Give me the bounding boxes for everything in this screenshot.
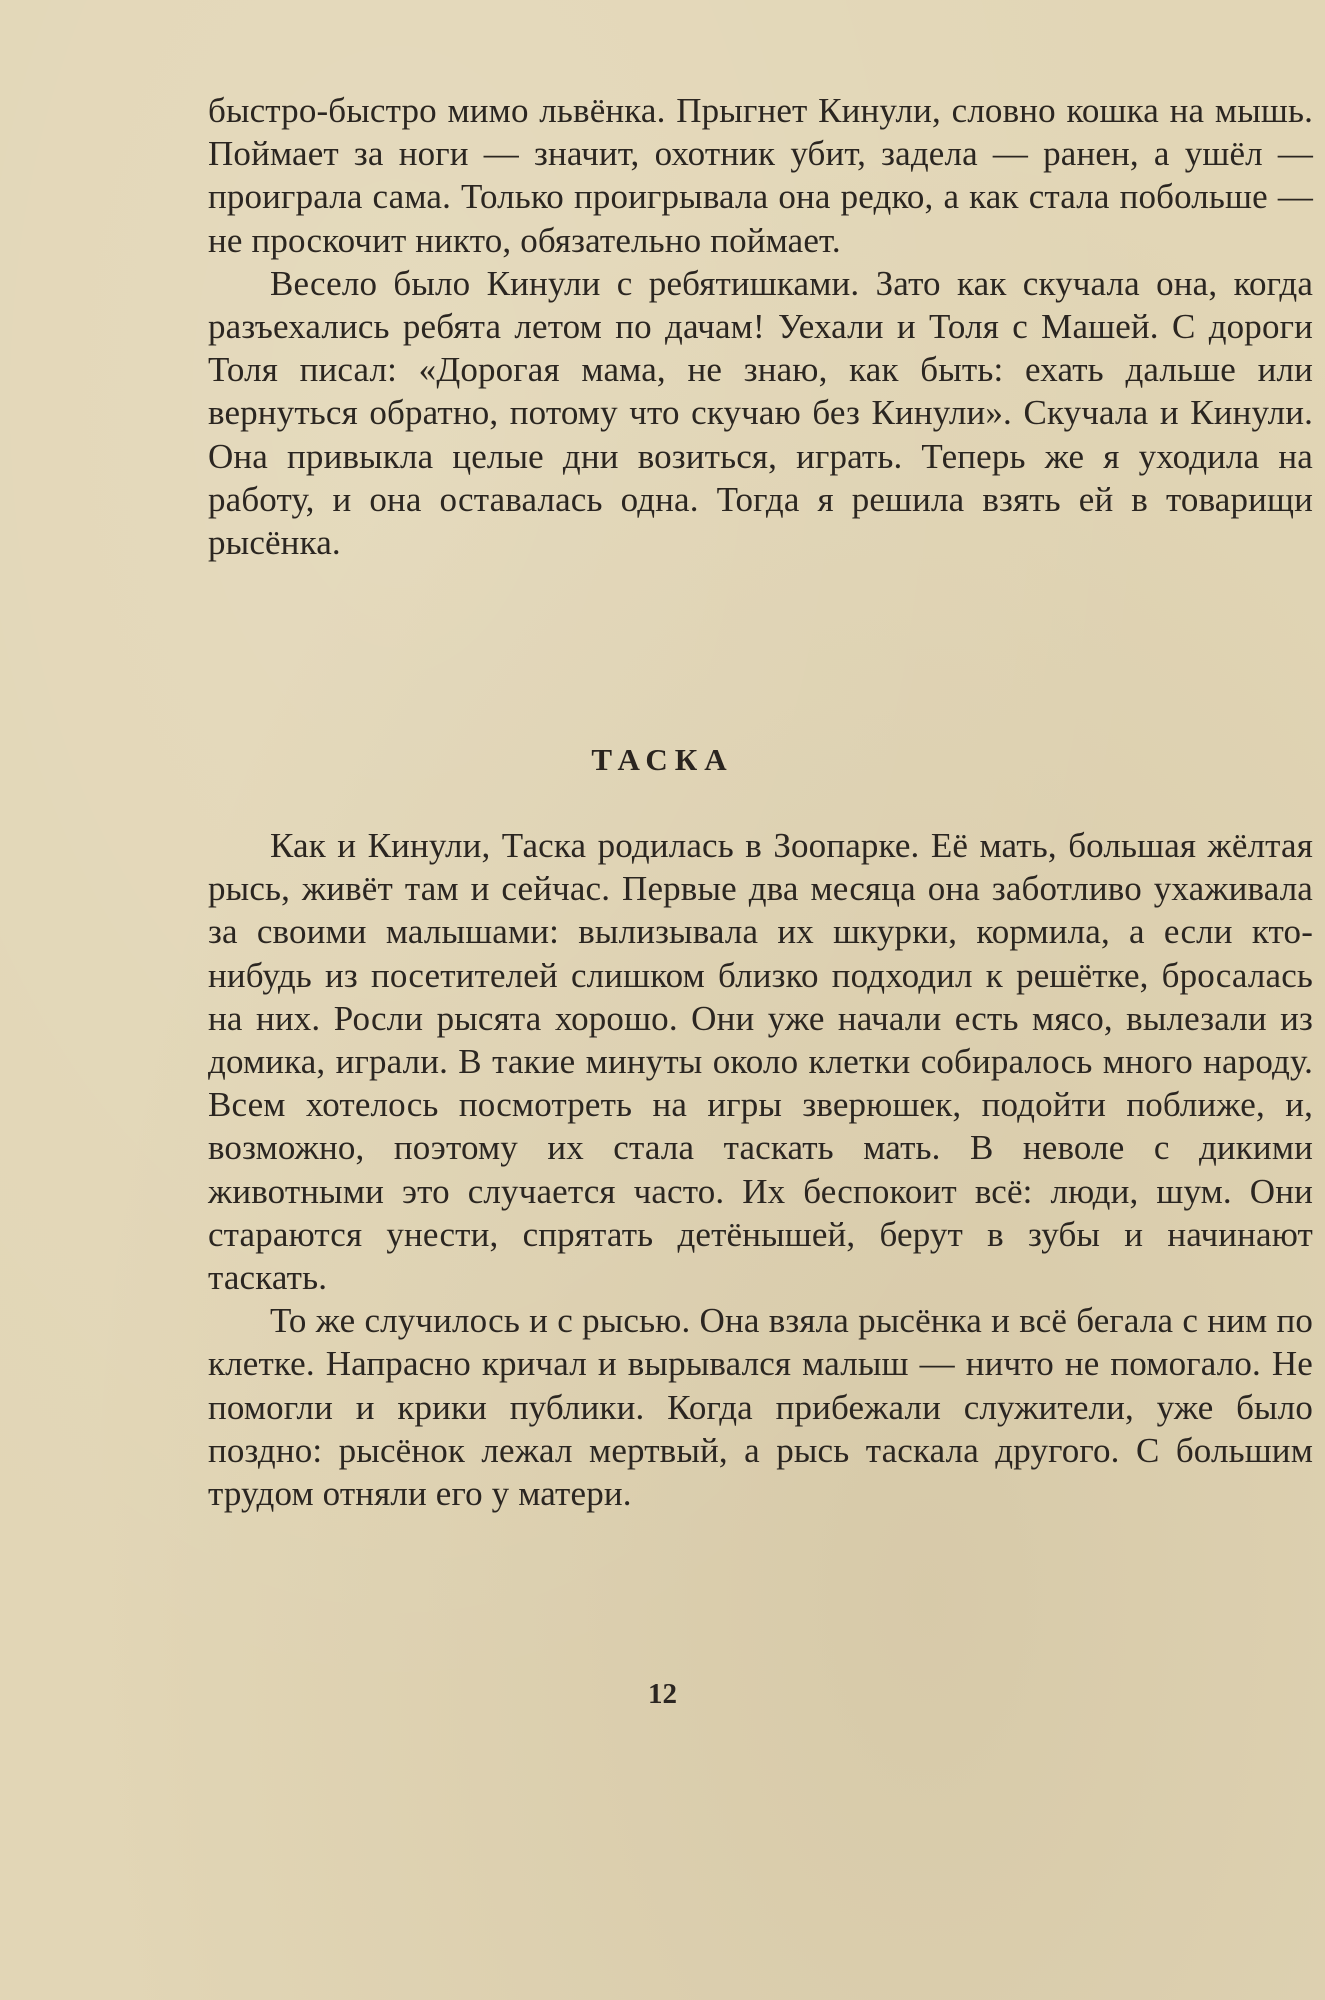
section-heading: ТАСКА [591, 742, 734, 777]
text-section-top [208, 89, 1313, 564]
text-section-bottom [208, 824, 1313, 1515]
paragraph: Весело было Кинули с ребятишками. Зато как скучала она, когда разъехались ребята летом по дачам! Уехали и Толя с Машей. С дороги Толя писал: «Дорогая мама, не знаю, как быть: ехать дальше или вернуться обратно, потому что скучаю без Кинули». Скучала и Кинули. Она привыкла целые дни возиться, играть. Теперь же я уходила на работу, и она оставалась одна. Тогда я решила взять ей в товарищи рысёнка. [208, 263, 1313, 563]
paragraph: То же случилось и с рысью. Она взяла рысёнка и всё бегала с ним по клетке. Напрасно кричал и вырывался малыш — ничто не помогало. Не помогли и крики публики. Когда прибежали служители, уже было поздно: рысёнок лежал мертвый, а рысь таскала другого. С большим трудом отняли его у матери. [208, 1301, 1313, 1514]
paragraph: Как и Кинули, Таска родилась в Зоопарке. Её мать, большая жёлтая рысь, живёт там и сейчас. Первые два месяца она заботливо ухаживала за своими малышами: вылизывала их шкурки, кормила, а если кто-нибудь из посетителей слишком близко подходил к решётке, бросалась на них. Росли рысята хорошо. Они уже начали есть мясо, вылезали из домика, играли. В такие минуты около клетки собиралось много народу. Всем хотелось посмотреть на игры зверюшек, подойти поближе, и, возможно, поэтому их стала таскать мать. В неволе с дикими животными это случается часто. Их беспокоит всё: люди, шум. Они стараются унести, спрятать детёнышей, берут в зубы и начинают таскать. [208, 826, 1313, 1298]
paragraph-continued: быстро-быстро мимо львёнка. Прыгнет Кинули, словно кошка на мышь. Поймает за ноги — значит, охотник убит, задела — ранен, а ушёл — проиграла сама. Только проигрывала она редко, а как стала побольше — не проскочит никто, обязательно поймает. [208, 91, 1313, 260]
page-number: 12 [648, 1678, 677, 1710]
